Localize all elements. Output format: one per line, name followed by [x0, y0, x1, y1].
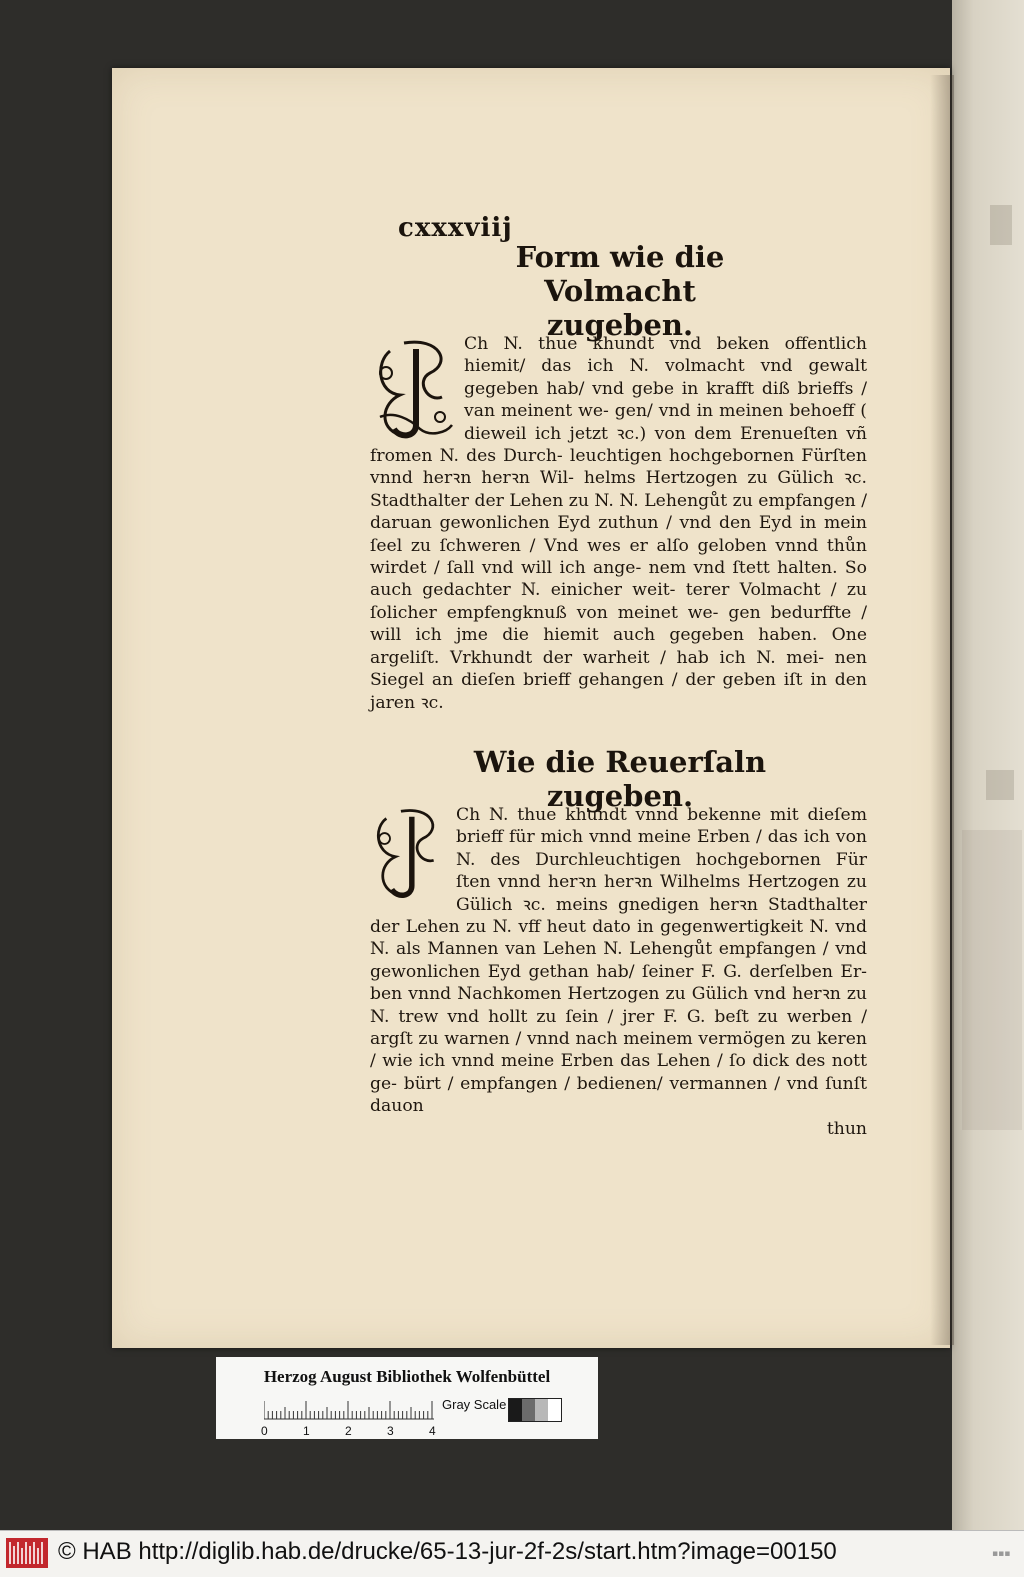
footer-bar	[0, 1530, 1024, 1577]
measurement-ruler	[261, 1399, 436, 1438]
folio-number: cxxxviij	[398, 213, 513, 243]
catchword: thun	[826, 1118, 867, 1139]
ruler-ticks-icon	[264, 1399, 436, 1421]
section-1-title	[470, 240, 770, 342]
section-1-title-line-1: Form wie die Volmacht	[515, 240, 725, 308]
gray-swatch-3	[535, 1399, 548, 1421]
gray-swatch-4	[548, 1399, 561, 1421]
ruler-number-4: 4	[429, 1424, 436, 1438]
section-2-body	[370, 804, 867, 1140]
decorated-initial-i-2-icon	[370, 804, 450, 904]
section-1-text: Ch N. thue khundt vnd beken offentlich hiemit/ das ich N. volmacht vnd gewalt gegeben hab/ vnd gebe in krafft diß brieffs / van meinent we- gen/ vnd in meinen behoeff ( dieweil ich jetzt ꝛc.) von dem Erenueſten vñ fromen N. des Durch- leuchtigen hochgebornen Fürſten vnnd herꝛn herꝛn Wil- helms Hertzogen zu Gülich ꝛc. Stadthalter der Lehen zu N. N. Lehengůt zu empfangen / daruan gewonlichen Eyd zuthun / vnd den Eyd in mein ſeel zu ſchweren / Vnd wes er alſo geloben vnnd thůn wirdet / ſall vnd will ich ange- nem vnd ſtett halten. So auch gedachter N. einicher weit- terer Volmacht / zu ſolicher empfengknuß von meinet we- gen bedurffte / will ich jme die hiemit auch gegeben haben. One argeliſt. Vrkhundt der warheit / hab ich N. mei- nen Siegel an dieſen brieff gehangen / der geben iſt in den jaren ꝛc.	[370, 334, 867, 713]
section-1-body	[370, 333, 867, 714]
gray-scale-swatch	[508, 1398, 562, 1422]
ruler-number-1: 1	[303, 1424, 310, 1438]
page-gutter-shadow	[930, 75, 954, 1345]
decorated-initial-i-icon	[370, 333, 458, 443]
adjacent-page-edge	[952, 0, 1024, 1530]
gray-swatch-1	[509, 1399, 522, 1421]
ruler-number-0: 0	[261, 1424, 268, 1438]
hab-logo-icon	[6, 1538, 48, 1568]
library-color-card	[216, 1357, 598, 1439]
section-2-text: Ch N. thue khundt vnnd bekenne mit dieſem brieff für mich vnnd meine Erben / das ich von N. des Durchleuchtigen hochgebornen Für ſten vnnd herꝛn herꝛn Wilhelms Hertzogen zu Gülich ꝛc. meins gnedigen herꝛn Stadthalter der Lehen zu N. vff heut dato in gegenwertigkeit N. vnd N. als Mannen van Lehen N. Lehengůt empfangen / vnd gewonlichen Eyd gethan hab/ ſeiner F. G. derſelben Er- ben vnnd Nachkomen Hertzogen zu Gülich vnd herꝛn zu N. trew vnd hollt zu ſein / jrer F. G. beſt zu werben / argſt zu warnen / vnnd nach meinem vermögen zu keren / wie ich vnnd meine Erben das Lehen / ſo dick des nott ge- bürt / empfangen / bedienen/ vermannen / vnd ſunſt dauon	[370, 805, 867, 1117]
section-2-title: Wie die Reuerſaln zugeben.	[473, 745, 767, 813]
gray-swatch-2	[522, 1399, 535, 1421]
footer-url-link[interactable]: © HAB http://diglib.hab.de/drucke/65-13-jur-2f-2s/start.htm?image=00150	[58, 1538, 837, 1565]
footer-dots: ▪▪▪	[992, 1549, 1011, 1559]
library-name: Herzog August Bibliothek Wolfenbüttel	[263, 1367, 551, 1386]
section-1-title-line-2: zugeben.	[546, 308, 694, 342]
ruler-number-3: 3	[387, 1424, 394, 1438]
ruler-number-2: 2	[345, 1424, 352, 1438]
gray-scale-label: Gray Scale	[442, 1397, 507, 1412]
